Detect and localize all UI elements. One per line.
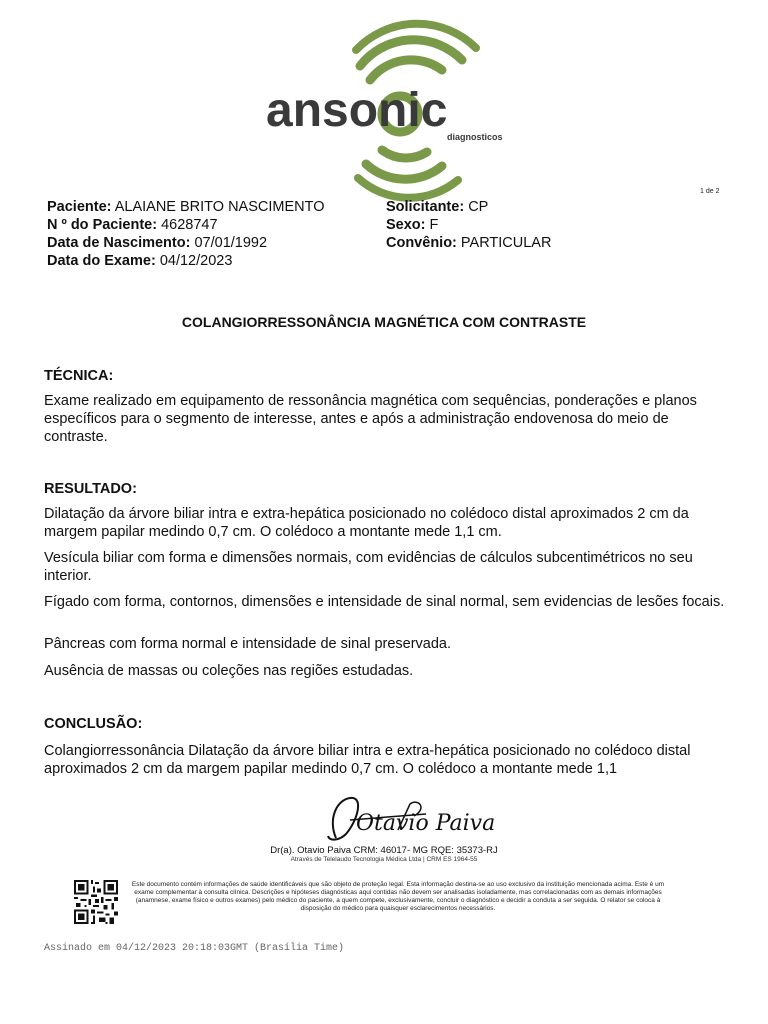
patient-info-left: Paciente: ALAIANE BRITO NASCIMENTO N º do Paciente: 4628747 Data de Nascimento: 07/01/1992 Data do Exame: 04/12/2023: [47, 199, 325, 269]
qr-code-icon[interactable]: [74, 880, 118, 924]
conclusion-text: Colangiorressonância Dilatação da árvore biliar intra e extra-hepática posicionado no colédoco distal aproximados 2 cm da margem papilar medindo 0,7 cm. O colédoco a montante mede 1,1: [44, 743, 691, 777]
conclusion-heading: CONCLUSÃO:: [44, 716, 143, 732]
doctor-credentials: Dr(a). Otavio Paiva CRM: 46017- MG RQE: 35373-RJ: [270, 845, 498, 856]
result-paragraph: Dilatação da árvore biliar intra e extra-hepática posicionado no colédoco distal aproximados 2 cm da margem papilar medindo 0,7 cm. O colédoco a montante mede 1,1 cm.: [44, 506, 689, 540]
ansonic-logo: [262, 40, 522, 192]
result-paragraph: Pâncreas com forma normal e intensidade de sinal preservada.: [44, 636, 452, 652]
signed-timestamp: Assinado em 04/12/2023 20:18:03GMT (Brasília Time): [44, 943, 345, 954]
telelaudo-line: Através de Telelaudo Tecnologia Médica Ltda | CRM ES 1964-55: [290, 856, 478, 863]
exam-date: 04/12/2023: [159, 253, 233, 269]
legal-disclaimer: Este documento contém informações de saúde identificáveis que são objeto de proteção legal. Esta informação destina-se ao uso exclusivo da instituição mencionada acima. Este é um exame complementar à consulta clínica. Descrições e hipóteses diagnósticas aqui contidas não devem ser analisadas isoladamente, mas correlacionadas com as demais informações (anamnese, exame físico e outros exames) pelo médico do paciente, a quem compete, exclusivamente, concluir o diagnóstico e decidir a conduta a ser seguida. O relator se coloca à disposição do médico para quaisquer esclarecimentos necessários.: [131, 881, 665, 912]
requester: CP: [468, 199, 489, 215]
patient-dob: 07/01/1992: [194, 235, 268, 251]
technique-text: Exame realizado em equipamento de ressonância magnética com sequências, ponderações e planos específicos para o segmento de interesse, antes e após a administração endovenosa do meio de contraste.: [44, 393, 697, 445]
doctor-signature: [306, 790, 496, 850]
result-heading: RESULTADO:: [44, 481, 137, 497]
exam-title: COLANGIORRESSONÂNCIA MAGNÉTICA COM CONTRASTE: [181, 314, 587, 330]
signature-script: Otavio Paiva: [356, 811, 496, 836]
patient-info-right: Solicitante: CP Sexo: F Convênio: PARTICULAR: [386, 199, 552, 251]
result-paragraph: Ausência de massas ou coleções nas regiões estudadas.: [44, 663, 414, 679]
patient-sex: F: [429, 217, 439, 233]
result-paragraph: Vesícula biliar com forma e dimensões normais, com evidências de cálculos subcentimétricos no seu interior.: [44, 550, 693, 584]
logo-wordmark: ansonic: [266, 84, 448, 137]
technique-heading: TÉCNICA:: [44, 368, 114, 384]
result-paragraph: Fígado com forma, contornos, dimensões e intensidade de sinal normal, sem evidencias de lesões focais.: [44, 594, 725, 610]
page-number: 1 de 2: [700, 188, 720, 195]
insurance: PARTICULAR: [460, 235, 552, 251]
patient-id: 4628747: [161, 217, 218, 233]
patient-name: ALAIANE BRITO NASCIMENTO: [114, 199, 325, 215]
logo-subtitle: diagnosticos: [447, 132, 503, 142]
